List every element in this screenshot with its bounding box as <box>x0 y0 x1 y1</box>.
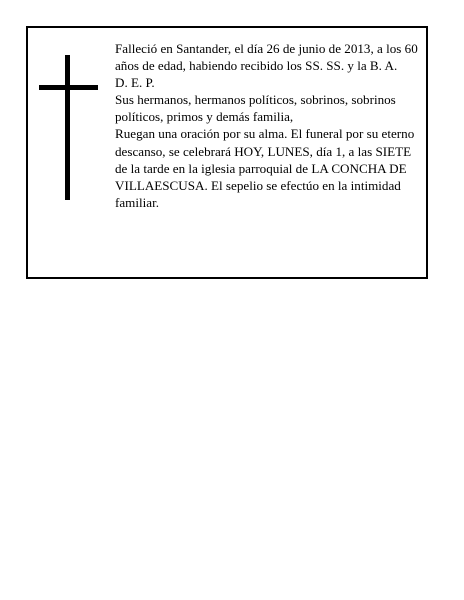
obituary-paragraph-funeral: Ruegan una oración por su alma. El funeral por su eterno descanso, se celebrará HOY, LUNES, día 1, a las SIETE de la tarde en la iglesia parroquial de LA CONCHA DE VILLAESCUSA. El sepelio se efectúo en la intimidad familiar. <box>115 126 415 210</box>
cross-icon <box>39 55 99 200</box>
obituary-paragraph-rip: D. E. P. <box>115 75 155 91</box>
obituary-text <box>115 40 419 211</box>
obituary-paragraph-death: Falleció en Santander, el día 26 de junio de 2013, a los 60 años de edad, habiendo recibido los SS. SS. y la B. A. <box>115 41 418 74</box>
cross-vertical-bar <box>65 55 70 200</box>
cross-horizontal-bar <box>39 85 98 90</box>
obituary-notice <box>26 26 428 279</box>
obituary-paragraph-family: Sus hermanos, hermanos políticos, sobrinos, sobrinos políticos, primos y demás familia, <box>115 92 396 125</box>
